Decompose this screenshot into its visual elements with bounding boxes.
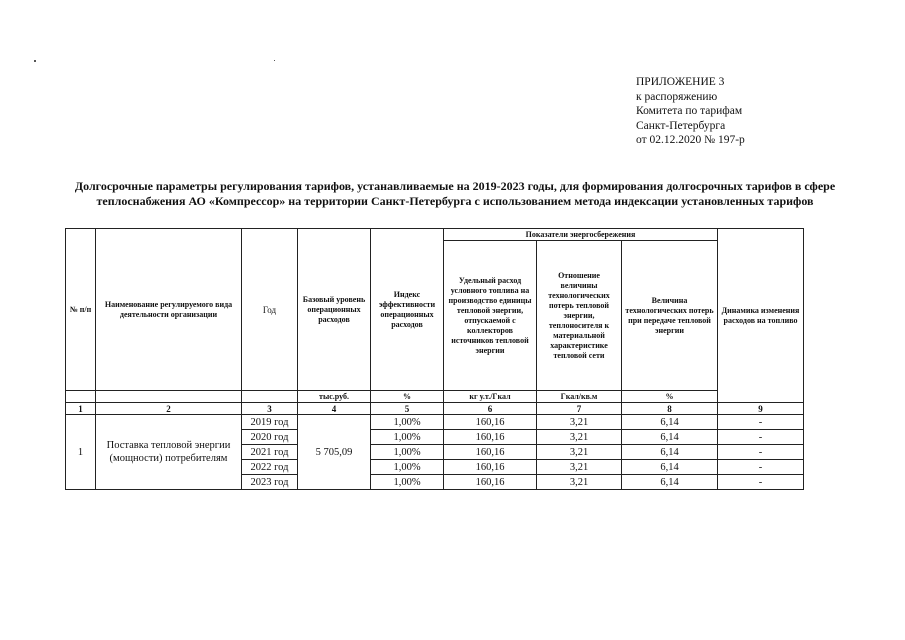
unit-ratio: Гкал/кв.м (537, 391, 622, 403)
cell-dynamics: - (718, 475, 804, 490)
unit-base: тыс.руб. (298, 391, 371, 403)
header-num: № п/п (66, 229, 96, 391)
cell-index: 1,00% (371, 415, 444, 430)
scan-speck (34, 60, 36, 62)
header-base-level: Базовый уровень операционных расходов (298, 229, 371, 391)
cell-losses: 6,14 (622, 445, 718, 460)
cell-fuel: 160,16 (444, 430, 537, 445)
cell-ratio: 3,21 (537, 415, 622, 430)
header-energy-saving: Показатели энергосбережения (444, 229, 718, 241)
unit-index: % (371, 391, 444, 403)
column-number: 2 (96, 403, 242, 415)
cell-year: 2019 год (242, 415, 298, 430)
cell-losses: 6,14 (622, 460, 718, 475)
column-number: 9 (718, 403, 804, 415)
column-number: 6 (444, 403, 537, 415)
cell-fuel: 160,16 (444, 460, 537, 475)
header-year: Год (242, 229, 298, 391)
column-number: 8 (622, 403, 718, 415)
appendix-line: к распоряжению (636, 90, 718, 103)
header-loss-ratio: Отношение величины технологических потерь тепловой энергии, теплоносителя к материальной характеристике тепловой сети (537, 241, 622, 391)
cell-fuel: 160,16 (444, 415, 537, 430)
unit-empty (96, 391, 242, 403)
column-number: 5 (371, 403, 444, 415)
column-number: 4 (298, 403, 371, 415)
unit-losses: % (622, 391, 718, 403)
activity-name: Поставка тепловой энергии (мощности) потребителям (96, 415, 242, 490)
cell-year: 2022 год (242, 460, 298, 475)
document-title: Долгосрочные параметры регулирования тарифов, устанавливаемые на 2019-2023 годы, для формирования долгосрочных тарифов в сфере теплоснабжения АО «Компрессор» на территории Санкт-Петербурга с использованием метода индексации установленных тарифов (74, 179, 836, 208)
unit-empty (66, 391, 96, 403)
appendix-line: Санкт-Петербурга (636, 119, 726, 132)
cell-losses: 6,14 (622, 475, 718, 490)
unit-empty (242, 391, 298, 403)
header-activity: Наименование регулируемого вида деятельности организации (96, 229, 242, 391)
header-efficiency-index: Индекс эффективности операционных расходов (371, 229, 444, 391)
cell-index: 1,00% (371, 475, 444, 490)
scan-speck (274, 60, 275, 61)
cell-index: 1,00% (371, 460, 444, 475)
appendix-line: от 02.12.2020 № 197-р (636, 134, 745, 146)
header-fuel-dynamics: Динамика изменения расходов на топливо (718, 229, 804, 403)
cell-fuel: 160,16 (444, 475, 537, 490)
cell-dynamics: - (718, 415, 804, 430)
cell-losses: 6,14 (622, 415, 718, 430)
column-number: 7 (537, 403, 622, 415)
row-number: 1 (66, 415, 96, 490)
cell-year: 2023 год (242, 475, 298, 490)
header-specific-fuel: Удельный расход условного топлива на производство единицы тепловой энергии, отпускаемой с коллекторов источников тепловой энергии (444, 241, 537, 391)
cell-ratio: 3,21 (537, 430, 622, 445)
header-tech-losses: Величина технологических потерь при передаче тепловой энергии (622, 241, 718, 391)
cell-ratio: 3,21 (537, 475, 622, 490)
cell-dynamics: - (718, 445, 804, 460)
tariff-parameters-table (65, 228, 804, 490)
cell-fuel: 160,16 (444, 445, 537, 460)
column-number: 3 (242, 403, 298, 415)
appendix-line: ПРИЛОЖЕНИЕ 3 (636, 76, 725, 88)
column-number: 1 (66, 403, 96, 415)
appendix-line: Комитета по тарифам (636, 105, 743, 117)
cell-losses: 6,14 (622, 430, 718, 445)
cell-year: 2020 год (242, 430, 298, 445)
cell-ratio: 3,21 (537, 460, 622, 475)
cell-base-value: 5 705,09 (298, 415, 371, 490)
cell-dynamics: - (718, 460, 804, 475)
cell-ratio: 3,21 (537, 445, 622, 460)
unit-specific-fuel: кг у.т./Гкал (444, 391, 537, 403)
cell-index: 1,00% (371, 430, 444, 445)
cell-index: 1,00% (371, 445, 444, 460)
cell-year: 2021 год (242, 445, 298, 460)
cell-dynamics: - (718, 430, 804, 445)
appendix-block (636, 75, 745, 148)
